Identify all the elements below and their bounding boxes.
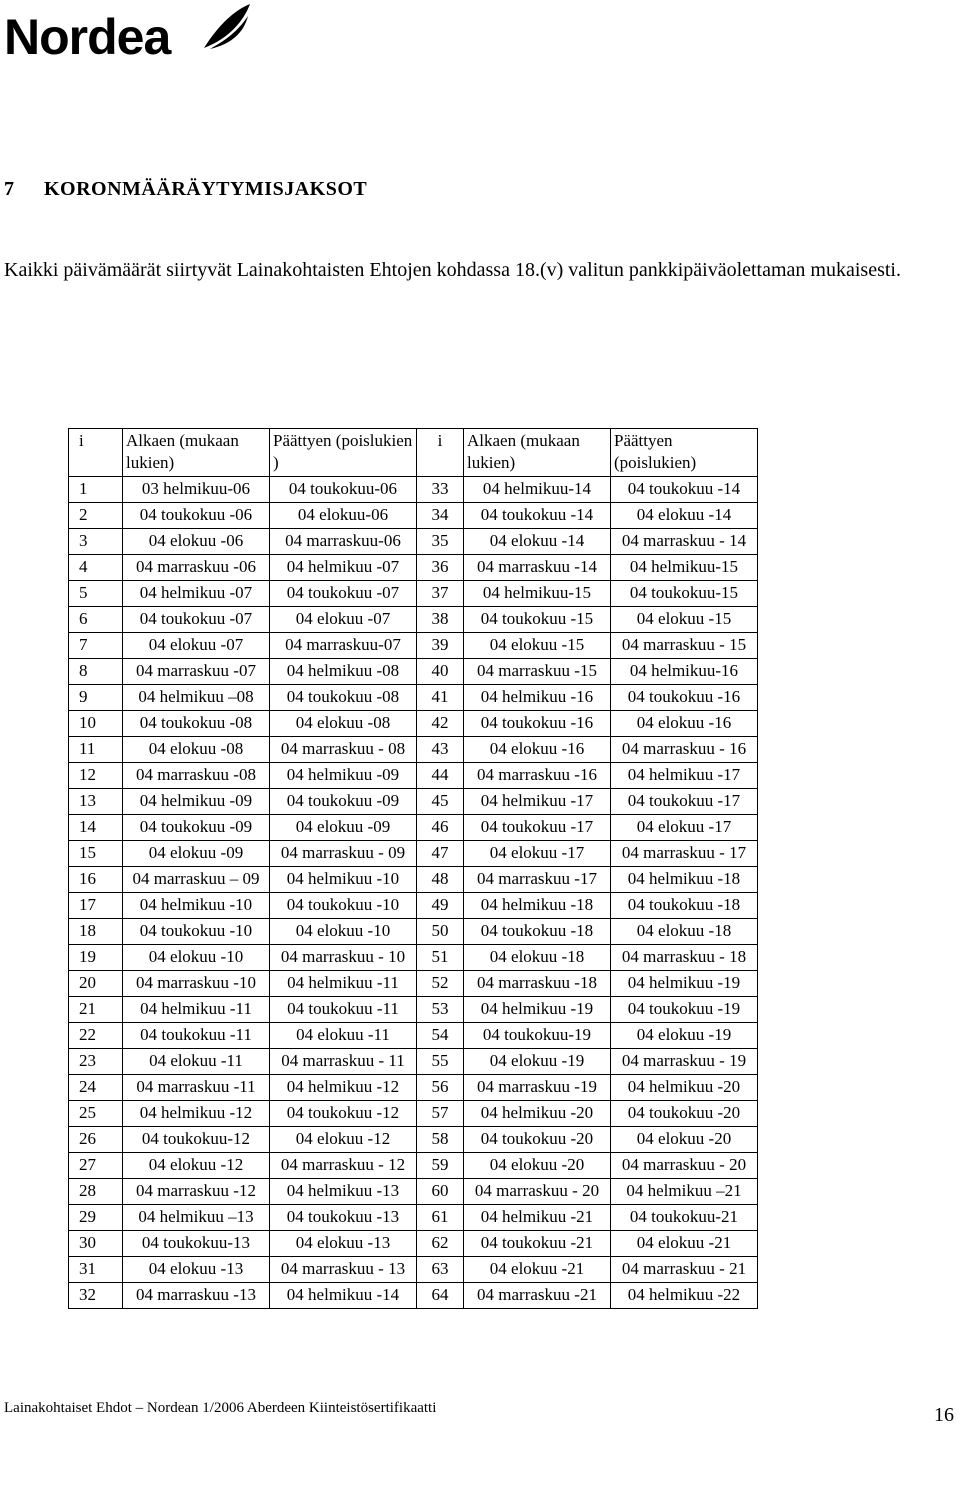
row-index: 29 (69, 1205, 123, 1231)
row-index: 31 (69, 1257, 123, 1283)
row-index: 10 (69, 711, 123, 737)
row-index: 22 (69, 1023, 123, 1049)
row-index-2: 40 (417, 659, 464, 685)
table-row (69, 685, 758, 711)
row-index: 28 (69, 1179, 123, 1205)
table-row (69, 789, 758, 815)
table-row (69, 581, 758, 607)
row-start-date: 04 elokuu -12 (123, 1153, 270, 1179)
row-end-date: 04 helmikuu -14 (270, 1283, 417, 1309)
row-index: 9 (69, 685, 123, 711)
row-end-date: 04 elokuu -08 (270, 711, 417, 737)
table-row (69, 503, 758, 529)
page-number: 16 (934, 1404, 954, 1426)
table-row (69, 1179, 758, 1205)
row-end-date-2: 04 toukokuu -18 (611, 893, 758, 919)
row-index: 13 (69, 789, 123, 815)
row-end-date-2: 04 toukokuu -20 (611, 1101, 758, 1127)
row-start-date-2: 04 helmikuu -19 (464, 997, 611, 1023)
table-row (69, 633, 758, 659)
row-end-date-2: 04 toukokuu -19 (611, 997, 758, 1023)
table-row (69, 1257, 758, 1283)
row-end-date-2: 04 elokuu -15 (611, 607, 758, 633)
header-index: i (69, 429, 123, 477)
row-end-date: 04 toukokuu -11 (270, 997, 417, 1023)
row-index-2: 41 (417, 685, 464, 711)
row-end-date-2: 04 elokuu -19 (611, 1023, 758, 1049)
row-end-date-2: 04 marraskuu - 15 (611, 633, 758, 659)
table-row (69, 737, 758, 763)
table-row (69, 529, 758, 555)
row-start-date-2: 04 toukokuu -15 (464, 607, 611, 633)
row-start-date: 04 toukokuu -11 (123, 1023, 270, 1049)
row-index: 4 (69, 555, 123, 581)
row-start-date: 04 marraskuu -07 (123, 659, 270, 685)
row-start-date: 04 toukokuu-13 (123, 1231, 270, 1257)
row-index: 23 (69, 1049, 123, 1075)
row-start-date-2: 04 toukokuu -18 (464, 919, 611, 945)
section-number: 7 (4, 178, 15, 200)
row-end-date-2: 04 helmikuu –21 (611, 1179, 758, 1205)
table-row (69, 919, 758, 945)
row-start-date-2: 04 toukokuu -20 (464, 1127, 611, 1153)
row-start-date: 04 elokuu -06 (123, 529, 270, 555)
table-body (69, 477, 758, 1309)
interest-period-table (68, 428, 758, 1309)
row-index: 8 (69, 659, 123, 685)
row-start-date: 04 toukokuu-12 (123, 1127, 270, 1153)
table-row (69, 893, 758, 919)
row-start-date: 04 helmikuu -12 (123, 1101, 270, 1127)
row-start-date-2: 04 toukokuu -17 (464, 815, 611, 841)
row-index-2: 54 (417, 1023, 464, 1049)
row-end-date: 04 helmikuu -07 (270, 555, 417, 581)
row-index: 25 (69, 1101, 123, 1127)
row-start-date: 04 toukokuu -08 (123, 711, 270, 737)
row-index: 11 (69, 737, 123, 763)
row-start-date-2: 04 marraskuu -17 (464, 867, 611, 893)
row-end-date-2: 04 helmikuu -18 (611, 867, 758, 893)
row-end-date: 04 elokuu-06 (270, 503, 417, 529)
row-index: 15 (69, 841, 123, 867)
row-index-2: 42 (417, 711, 464, 737)
row-start-date-2: 04 helmikuu-15 (464, 581, 611, 607)
row-index-2: 37 (417, 581, 464, 607)
table-row (69, 607, 758, 633)
row-end-date: 04 helmikuu -08 (270, 659, 417, 685)
row-end-date: 04 elokuu -11 (270, 1023, 417, 1049)
table-row (69, 867, 758, 893)
row-start-date-2: 04 helmikuu -16 (464, 685, 611, 711)
row-start-date-2: 04 elokuu -20 (464, 1153, 611, 1179)
row-end-date: 04 elokuu -07 (270, 607, 417, 633)
row-start-date-2: 04 helmikuu -18 (464, 893, 611, 919)
table-row (69, 1153, 758, 1179)
header-start: Alkaen (mukaan lukien) (123, 429, 270, 477)
row-start-date-2: 04 marraskuu -14 (464, 555, 611, 581)
row-index: 6 (69, 607, 123, 633)
row-index: 18 (69, 919, 123, 945)
row-index: 21 (69, 997, 123, 1023)
row-end-date: 04 marraskuu-07 (270, 633, 417, 659)
row-start-date-2: 04 elokuu -16 (464, 737, 611, 763)
row-end-date: 04 toukokuu-06 (270, 477, 417, 503)
row-start-date: 04 helmikuu –08 (123, 685, 270, 711)
row-end-date-2: 04 toukokuu -17 (611, 789, 758, 815)
row-start-date-2: 04 marraskuu -15 (464, 659, 611, 685)
row-start-date: 04 marraskuu -13 (123, 1283, 270, 1309)
row-start-date-2: 04 toukokuu-19 (464, 1023, 611, 1049)
row-end-date-2: 04 toukokuu -14 (611, 477, 758, 503)
row-index-2: 52 (417, 971, 464, 997)
row-start-date-2: 04 elokuu -15 (464, 633, 611, 659)
row-index-2: 64 (417, 1283, 464, 1309)
table-row (69, 1023, 758, 1049)
row-index: 26 (69, 1127, 123, 1153)
row-index-2: 55 (417, 1049, 464, 1075)
row-index: 7 (69, 633, 123, 659)
row-start-date-2: 04 toukokuu -14 (464, 503, 611, 529)
header-end: Päättyen (poislukien ) (270, 429, 417, 477)
row-index-2: 58 (417, 1127, 464, 1153)
row-index: 30 (69, 1231, 123, 1257)
section-heading (4, 178, 367, 201)
row-index: 19 (69, 945, 123, 971)
table-row (69, 971, 758, 997)
row-index-2: 46 (417, 815, 464, 841)
row-end-date-2: 04 marraskuu - 21 (611, 1257, 758, 1283)
row-index-2: 38 (417, 607, 464, 633)
row-end-date-2: 04 helmikuu-16 (611, 659, 758, 685)
row-start-date-2: 04 helmikuu -20 (464, 1101, 611, 1127)
row-index-2: 57 (417, 1101, 464, 1127)
row-index-2: 33 (417, 477, 464, 503)
row-end-date: 04 helmikuu -09 (270, 763, 417, 789)
row-start-date-2: 04 marraskuu -19 (464, 1075, 611, 1101)
row-end-date-2: 04 elokuu -16 (611, 711, 758, 737)
row-end-date-2: 04 elokuu -14 (611, 503, 758, 529)
row-start-date-2: 04 toukokuu -21 (464, 1231, 611, 1257)
table-row (69, 1283, 758, 1309)
row-start-date: 04 marraskuu -08 (123, 763, 270, 789)
row-index: 24 (69, 1075, 123, 1101)
row-index-2: 50 (417, 919, 464, 945)
header-index-2: i (417, 429, 464, 477)
row-start-date-2: 04 marraskuu - 20 (464, 1179, 611, 1205)
row-start-date-2: 04 helmikuu -21 (464, 1205, 611, 1231)
row-end-date: 04 helmikuu -11 (270, 971, 417, 997)
row-end-date-2: 04 elokuu -18 (611, 919, 758, 945)
row-index-2: 43 (417, 737, 464, 763)
row-end-date: 04 helmikuu -13 (270, 1179, 417, 1205)
table-row (69, 477, 758, 503)
row-index-2: 51 (417, 945, 464, 971)
intro-paragraph: Kaikki päivämäärät siirtyvät Lainakohtaisten Ehtojen kohdassa 18.(v) valitun pankkipäiväolettaman mukaisesti. (4, 259, 901, 281)
row-start-date-2: 04 elokuu -18 (464, 945, 611, 971)
row-index-2: 47 (417, 841, 464, 867)
row-index-2: 44 (417, 763, 464, 789)
row-start-date-2: 04 toukokuu -16 (464, 711, 611, 737)
row-index: 27 (69, 1153, 123, 1179)
row-end-date: 04 marraskuu - 13 (270, 1257, 417, 1283)
row-index: 1 (69, 477, 123, 503)
row-index-2: 45 (417, 789, 464, 815)
table-row (69, 1049, 758, 1075)
row-index-2: 56 (417, 1075, 464, 1101)
row-end-date-2: 04 elokuu -17 (611, 815, 758, 841)
footer-document-title: Lainakohtaiset Ehdot – Nordean 1/2006 Aberdeen Kiinteistösertifikaatti (4, 1400, 437, 1416)
row-start-date: 03 helmikuu-06 (123, 477, 270, 503)
row-index-2: 34 (417, 503, 464, 529)
row-start-date-2: 04 helmikuu-14 (464, 477, 611, 503)
row-end-date: 04 marraskuu - 12 (270, 1153, 417, 1179)
row-end-date-2: 04 elokuu -21 (611, 1231, 758, 1257)
row-end-date: 04 marraskuu - 10 (270, 945, 417, 971)
table-row (69, 945, 758, 971)
row-start-date: 04 helmikuu -10 (123, 893, 270, 919)
row-index: 3 (69, 529, 123, 555)
section-title: KORONMÄÄRÄYTYMISJAKSOT (44, 178, 368, 200)
row-start-date: 04 toukokuu -10 (123, 919, 270, 945)
row-index: 16 (69, 867, 123, 893)
table-row (69, 1101, 758, 1127)
row-end-date-2: 04 marraskuu - 20 (611, 1153, 758, 1179)
row-start-date-2: 04 elokuu -19 (464, 1049, 611, 1075)
row-start-date: 04 elokuu -09 (123, 841, 270, 867)
row-index: 32 (69, 1283, 123, 1309)
row-end-date-2: 04 marraskuu - 19 (611, 1049, 758, 1075)
row-start-date: 04 elokuu -07 (123, 633, 270, 659)
row-index-2: 49 (417, 893, 464, 919)
logo-wordmark: Nordea (4, 9, 171, 65)
row-end-date: 04 marraskuu - 08 (270, 737, 417, 763)
row-end-date: 04 marraskuu-06 (270, 529, 417, 555)
row-index-2: 39 (417, 633, 464, 659)
row-index-2: 63 (417, 1257, 464, 1283)
row-end-date-2: 04 toukokuu -16 (611, 685, 758, 711)
row-start-date: 04 helmikuu -11 (123, 997, 270, 1023)
row-start-date-2: 04 marraskuu -16 (464, 763, 611, 789)
row-index-2: 36 (417, 555, 464, 581)
row-start-date: 04 marraskuu – 09 (123, 867, 270, 893)
row-start-date: 04 marraskuu -12 (123, 1179, 270, 1205)
row-end-date-2: 04 marraskuu - 14 (611, 529, 758, 555)
row-index: 20 (69, 971, 123, 997)
row-start-date: 04 marraskuu -11 (123, 1075, 270, 1101)
row-index-2: 35 (417, 529, 464, 555)
row-end-date: 04 elokuu -10 (270, 919, 417, 945)
row-index-2: 53 (417, 997, 464, 1023)
row-end-date: 04 marraskuu - 11 (270, 1049, 417, 1075)
row-end-date: 04 elokuu -12 (270, 1127, 417, 1153)
table-row (69, 1231, 758, 1257)
table-row (69, 1205, 758, 1231)
row-end-date-2: 04 marraskuu - 16 (611, 737, 758, 763)
row-end-date: 04 toukokuu -10 (270, 893, 417, 919)
row-index: 12 (69, 763, 123, 789)
row-end-date-2: 04 marraskuu - 17 (611, 841, 758, 867)
row-index-2: 62 (417, 1231, 464, 1257)
row-start-date-2: 04 elokuu -14 (464, 529, 611, 555)
table-row (69, 763, 758, 789)
row-end-date: 04 toukokuu -13 (270, 1205, 417, 1231)
table-row (69, 1127, 758, 1153)
row-start-date-2: 04 marraskuu -18 (464, 971, 611, 997)
table-row (69, 711, 758, 737)
header-start-2: Alkaen (mukaan lukien) (464, 429, 611, 477)
row-end-date: 04 marraskuu - 09 (270, 841, 417, 867)
row-end-date-2: 04 helmikuu-15 (611, 555, 758, 581)
row-end-date-2: 04 helmikuu -17 (611, 763, 758, 789)
table-row (69, 555, 758, 581)
row-start-date-2: 04 elokuu -21 (464, 1257, 611, 1283)
row-start-date: 04 marraskuu -06 (123, 555, 270, 581)
row-end-date-2: 04 helmikuu -19 (611, 971, 758, 997)
row-end-date-2: 04 elokuu -20 (611, 1127, 758, 1153)
row-index-2: 48 (417, 867, 464, 893)
row-start-date: 04 elokuu -11 (123, 1049, 270, 1075)
row-index: 5 (69, 581, 123, 607)
row-start-date-2: 04 elokuu -17 (464, 841, 611, 867)
row-index-2: 60 (417, 1179, 464, 1205)
row-index: 17 (69, 893, 123, 919)
row-index-2: 59 (417, 1153, 464, 1179)
row-end-date-2: 04 helmikuu -20 (611, 1075, 758, 1101)
row-start-date: 04 marraskuu -10 (123, 971, 270, 997)
table-header-row (69, 429, 758, 477)
row-end-date: 04 toukokuu -12 (270, 1101, 417, 1127)
row-end-date-2: 04 toukokuu-21 (611, 1205, 758, 1231)
row-end-date-2: 04 toukokuu-15 (611, 581, 758, 607)
row-start-date: 04 helmikuu –13 (123, 1205, 270, 1231)
row-start-date-2: 04 helmikuu -17 (464, 789, 611, 815)
row-end-date: 04 helmikuu -10 (270, 867, 417, 893)
row-start-date: 04 helmikuu -09 (123, 789, 270, 815)
row-start-date-2: 04 marraskuu -21 (464, 1283, 611, 1309)
row-end-date: 04 toukokuu -07 (270, 581, 417, 607)
row-start-date: 04 toukokuu -09 (123, 815, 270, 841)
sail-icon (200, 2, 252, 52)
row-start-date: 04 helmikuu -07 (123, 581, 270, 607)
table-row (69, 659, 758, 685)
row-end-date: 04 toukokuu -08 (270, 685, 417, 711)
table-row (69, 815, 758, 841)
row-end-date: 04 elokuu -13 (270, 1231, 417, 1257)
row-end-date: 04 elokuu -09 (270, 815, 417, 841)
row-end-date-2: 04 marraskuu - 18 (611, 945, 758, 971)
row-start-date: 04 elokuu -13 (123, 1257, 270, 1283)
table-row (69, 841, 758, 867)
row-index: 14 (69, 815, 123, 841)
row-start-date: 04 toukokuu -07 (123, 607, 270, 633)
row-start-date: 04 elokuu -10 (123, 945, 270, 971)
row-index: 2 (69, 503, 123, 529)
header-end-2: Päättyen (poislukien) (611, 429, 758, 477)
row-end-date-2: 04 helmikuu -22 (611, 1283, 758, 1309)
row-start-date: 04 toukokuu -06 (123, 503, 270, 529)
row-end-date: 04 helmikuu -12 (270, 1075, 417, 1101)
row-start-date: 04 elokuu -08 (123, 737, 270, 763)
table-row (69, 997, 758, 1023)
row-end-date: 04 toukokuu -09 (270, 789, 417, 815)
row-index-2: 61 (417, 1205, 464, 1231)
table-row (69, 1075, 758, 1101)
